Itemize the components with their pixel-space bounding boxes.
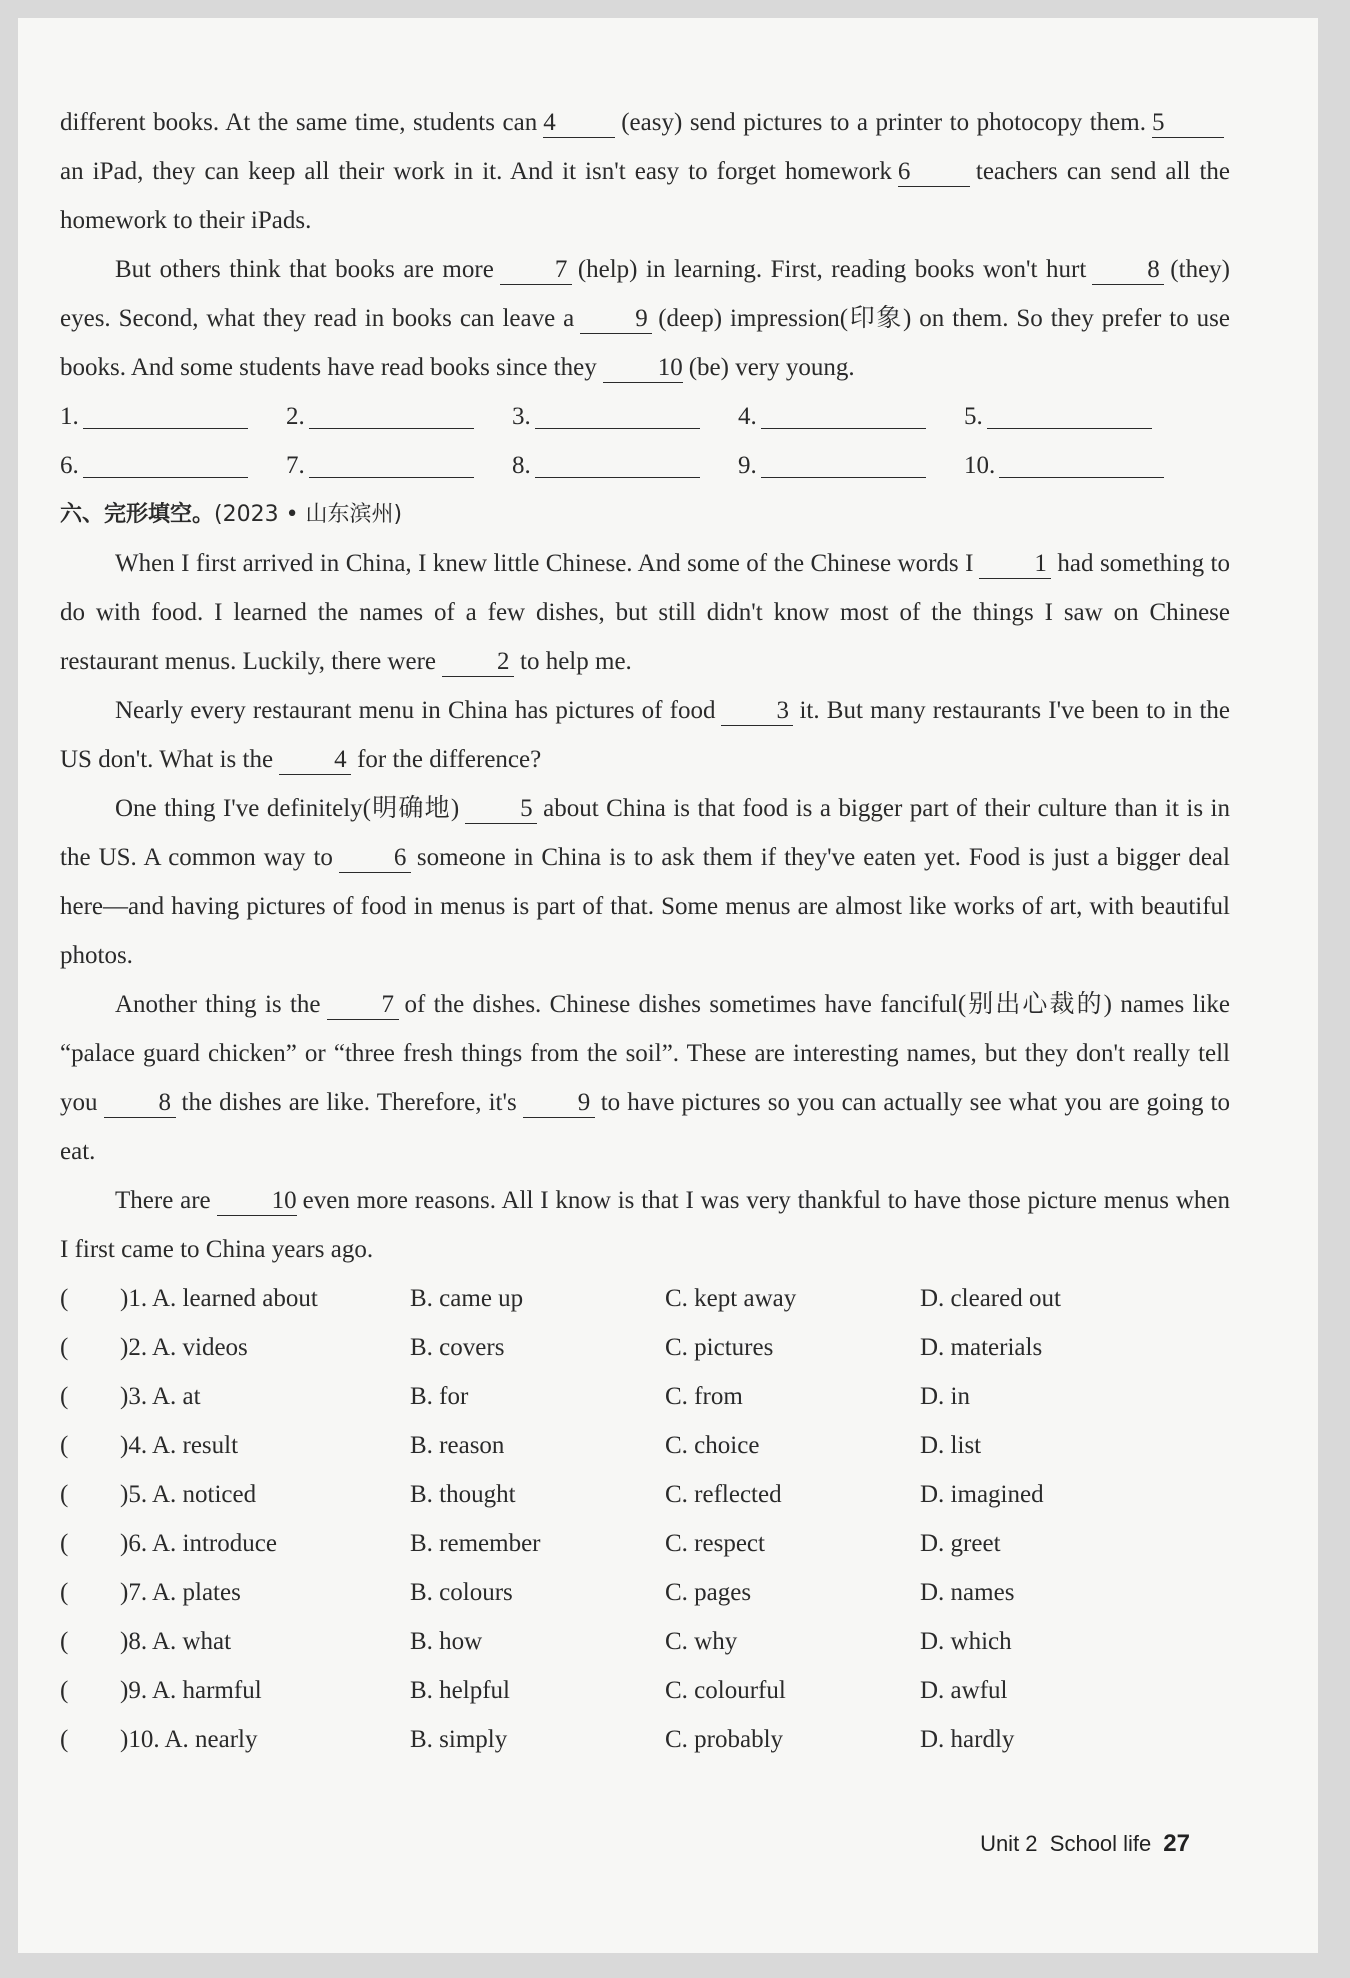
text: But others think that books are more — [115, 256, 494, 283]
question-row-4 — [60, 1421, 1230, 1470]
option-b[interactable]: B. remember — [410, 1530, 541, 1557]
text: even more reasons. All I know is that I was very thankful to have those picture menus when I first came to China years ago. — [60, 1187, 1230, 1263]
text: had something to do with food. I learned the names of a few dishes, but still didn't know most of the things I saw on Chinese restaurant menus. Luckily, there were — [60, 550, 1230, 675]
cloze-paragraph2 — [60, 686, 1230, 784]
option-c[interactable]: C. from — [665, 1383, 743, 1410]
option-c[interactable]: C. colourful — [665, 1677, 786, 1704]
answer-cell — [512, 392, 738, 441]
option-d[interactable]: D. list — [920, 1432, 982, 1459]
answer-paren[interactable]: ( — [60, 1579, 69, 1606]
option-d[interactable]: D. imagined — [920, 1481, 1044, 1508]
answer-line[interactable] — [83, 477, 248, 478]
blank-6[interactable]: 6 — [898, 158, 970, 187]
blank-5[interactable]: 5 — [1152, 109, 1224, 138]
section-heading — [60, 490, 1230, 539]
question-row-10 — [60, 1715, 1230, 1764]
text: an iPad, they can keep all their work in it. And it isn't easy to forget homework — [60, 158, 892, 185]
cloze-blank-4: 4 — [279, 746, 351, 775]
cloze-blank-9: 9 — [523, 1089, 595, 1118]
text: (easy) send pictures to a printer to photocopy them. — [621, 109, 1146, 136]
question-row-9 — [60, 1666, 1230, 1715]
text: When I first arrived in China, I knew little Chinese. And some of the Chinese words I — [115, 550, 974, 577]
answer-line[interactable] — [999, 477, 1164, 478]
answer-cell — [286, 441, 512, 490]
option-a[interactable]: )10. A. nearly — [120, 1726, 258, 1753]
answer-line[interactable] — [535, 428, 700, 429]
text: to help me. — [520, 648, 632, 675]
text: (they) eyes. Second, what they read in books can leave a — [60, 256, 1230, 332]
passage1-paragraph2 — [60, 245, 1230, 392]
option-d[interactable]: D. names — [920, 1579, 1015, 1606]
answer-paren[interactable]: ( — [60, 1677, 69, 1704]
answer-line[interactable] — [309, 477, 474, 478]
option-a[interactable]: )1. A. learned about — [120, 1285, 318, 1312]
answer-row-1 — [60, 392, 1230, 441]
blank-10[interactable]: 10 — [603, 354, 683, 383]
option-a[interactable]: )5. A. noticed — [120, 1481, 257, 1508]
option-c[interactable]: C. pages — [665, 1579, 752, 1606]
answer-number: 2. — [286, 403, 305, 430]
text: different books. At the same time, students can — [60, 109, 538, 136]
option-a[interactable]: )8. A. what — [120, 1628, 232, 1655]
option-b[interactable]: B. for — [410, 1383, 469, 1410]
text: One thing I've definitely(明确地) — [115, 795, 460, 822]
answer-number: 7. — [286, 452, 305, 479]
option-a[interactable]: )7. A. plates — [120, 1579, 241, 1606]
option-a[interactable]: )9. A. harmful — [120, 1677, 262, 1704]
section-source: (2023 • 山东滨州) — [214, 502, 403, 527]
option-b[interactable]: B. how — [410, 1628, 483, 1655]
answer-line[interactable] — [761, 428, 926, 429]
answer-paren[interactable]: ( — [60, 1628, 69, 1655]
answer-row-2 — [60, 441, 1230, 490]
cloze-blank-10: 10 — [217, 1187, 297, 1216]
answer-cell — [60, 392, 286, 441]
option-d[interactable]: D. awful — [920, 1677, 1008, 1704]
cloze-blank-3: 3 — [721, 697, 793, 726]
option-c[interactable]: C. reflected — [665, 1481, 782, 1508]
question-row-2 — [60, 1323, 1230, 1372]
option-c[interactable]: C. pictures — [665, 1334, 774, 1361]
option-b[interactable]: B. covers — [410, 1334, 505, 1361]
option-c[interactable]: C. kept away — [665, 1285, 797, 1312]
text: for the difference? — [357, 746, 542, 773]
answer-number: 4. — [738, 403, 757, 430]
unit-title: School life — [1049, 1831, 1152, 1856]
text: teachers can send all the homework to their iPads. — [60, 158, 1230, 234]
cloze-blank-2: 2 — [442, 648, 514, 677]
answer-line[interactable] — [761, 477, 926, 478]
question-row-5 — [60, 1470, 1230, 1519]
cloze-blank-7: 7 — [327, 991, 399, 1020]
answer-cell — [964, 392, 1190, 441]
cloze-blank-6: 6 — [339, 844, 411, 873]
answer-number: 5. — [964, 403, 983, 430]
option-a[interactable]: )3. A. at — [120, 1383, 201, 1410]
answer-paren[interactable]: ( — [60, 1383, 69, 1410]
option-d[interactable]: D. which — [920, 1628, 1012, 1655]
answer-paren[interactable]: ( — [60, 1432, 69, 1459]
answer-paren[interactable]: ( — [60, 1285, 69, 1312]
answer-number: 3. — [512, 403, 531, 430]
answer-paren[interactable]: ( — [60, 1726, 69, 1753]
answer-line[interactable] — [987, 428, 1152, 429]
option-c[interactable]: C. choice — [665, 1432, 760, 1459]
option-a[interactable]: )2. A. videos — [120, 1334, 248, 1361]
option-d[interactable]: D. in — [920, 1383, 970, 1410]
cloze-blank-1: 1 — [979, 550, 1051, 579]
page-content — [60, 98, 1230, 1764]
answer-number: 10. — [964, 452, 996, 479]
answer-line[interactable] — [83, 428, 248, 429]
answer-number: 8. — [512, 452, 531, 479]
answer-number: 9. — [738, 452, 757, 479]
option-b[interactable]: B. simply — [410, 1726, 508, 1753]
text: of the dishes. Chinese dishes sometimes have fanciful(别出心裁的) names like “palace guard chicken” or “three fresh things from the soil”. These are interesting names, but they don't really tell you — [60, 991, 1231, 1116]
text: Nearly every restaurant menu in China has pictures of food — [115, 697, 716, 724]
answer-cell — [512, 441, 738, 490]
text: There are — [115, 1187, 211, 1214]
cloze-paragraph5 — [60, 1176, 1230, 1274]
answer-line[interactable] — [535, 477, 700, 478]
answer-paren[interactable]: ( — [60, 1481, 69, 1508]
answer-cell — [286, 392, 512, 441]
option-d[interactable]: D. cleared out — [920, 1285, 1061, 1312]
blank-8[interactable]: 8 — [1092, 256, 1164, 285]
option-a[interactable]: )4. A. result — [120, 1432, 239, 1459]
text: to have pictures so you can actually see what you are going to eat. — [60, 1089, 1230, 1165]
answer-paren[interactable]: ( — [60, 1334, 69, 1361]
option-b[interactable]: B. came up — [410, 1285, 524, 1312]
question-row-1 — [60, 1274, 1230, 1323]
unit-label: Unit 2 — [980, 1831, 1038, 1856]
text: the dishes are like. Therefore, it's — [181, 1089, 517, 1116]
question-row-8 — [60, 1617, 1230, 1666]
answer-number: 1. — [60, 403, 79, 430]
section-title: 六、完形填空。 — [60, 502, 215, 527]
option-d[interactable]: D. materials — [920, 1334, 1043, 1361]
passage1-paragraph1 — [60, 98, 1230, 245]
text: Another thing is the — [115, 991, 321, 1018]
option-a[interactable]: )6. A. introduce — [120, 1530, 277, 1557]
option-c[interactable]: C. respect — [665, 1530, 765, 1557]
cloze-blank-5: 5 — [465, 795, 537, 824]
answer-cell — [738, 392, 964, 441]
blank-7[interactable]: 7 — [500, 256, 572, 285]
page-footer — [980, 1830, 1190, 1858]
answer-cell — [60, 441, 286, 490]
text: (be) very young. — [688, 354, 855, 381]
cloze-paragraph1 — [60, 539, 1230, 686]
option-b[interactable]: B. thought — [410, 1481, 516, 1508]
question-list — [60, 1274, 1230, 1764]
question-row-7 — [60, 1568, 1230, 1617]
text: (help) in learning. First, reading books won't hurt — [577, 256, 1087, 283]
option-d[interactable]: D. hardly — [920, 1726, 1015, 1753]
worksheet-page — [18, 18, 1318, 1953]
option-b[interactable]: B. reason — [410, 1432, 505, 1459]
answer-line[interactable] — [309, 428, 474, 429]
option-c[interactable]: C. probably — [665, 1726, 784, 1753]
blank-9[interactable]: 9 — [580, 305, 652, 334]
text: it. But many restaurants I've been to in the US don't. What is the — [60, 697, 1230, 773]
answer-number: 6. — [60, 452, 79, 479]
option-d[interactable]: D. greet — [920, 1530, 1001, 1557]
option-b[interactable]: B. colours — [410, 1579, 513, 1606]
cloze-paragraph3 — [60, 784, 1230, 980]
answer-paren[interactable]: ( — [60, 1530, 69, 1557]
option-b[interactable]: B. helpful — [410, 1677, 510, 1704]
text: someone in China is to ask them if they've eaten yet. Food is just a bigger deal here—and having pictures of food in menus is part of that. Some menus are almost like works of art, with beautiful photos. — [60, 844, 1230, 969]
text: (deep) impression(印象) on them. So they prefer to use books. And some students have read books since they — [60, 305, 1230, 381]
question-row-3 — [60, 1372, 1230, 1421]
question-row-6 — [60, 1519, 1230, 1568]
answer-cell — [964, 441, 1190, 490]
page-number: 27 — [1163, 1830, 1190, 1857]
blank-4[interactable]: 4 — [543, 109, 615, 138]
option-c[interactable]: C. why — [665, 1628, 738, 1655]
answer-cell — [738, 441, 964, 490]
cloze-paragraph4 — [60, 980, 1230, 1176]
text: about China is that food is a bigger part of their culture than it is in the US. A common way to — [60, 795, 1230, 871]
cloze-blank-8: 8 — [104, 1089, 176, 1118]
